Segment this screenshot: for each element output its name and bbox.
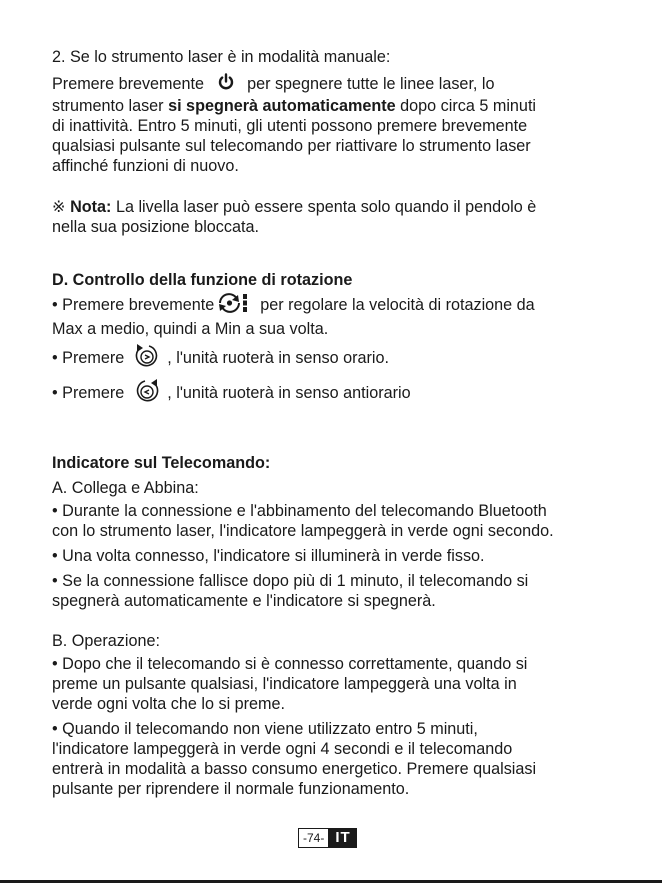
section-2-line-2 — [52, 96, 612, 116]
text: per spegnere tutte le linee laser, lo — [247, 74, 495, 93]
language-badge: IT — [329, 828, 356, 848]
section-a-line-3: • Una volta connesso, l'indicatore si illuminerà in verde fisso. — [52, 547, 485, 565]
section-d-line-1 — [52, 292, 612, 319]
rotate-counterclockwise-icon — [133, 378, 161, 409]
text: , l'unità ruoterà in senso antiorario — [167, 383, 411, 402]
text: La livella laser può essere spenta solo quando il pendolo è — [111, 198, 537, 216]
reference-mark: ※ — [52, 198, 66, 216]
text: per regolare la velocità di rotazione da — [260, 295, 535, 314]
section-b-line-6: entrerà in modalità a basso consumo energetico. Premere qualsiasi — [52, 760, 537, 778]
section-d-line-4 — [52, 378, 612, 409]
note-line-1 — [52, 197, 612, 217]
text: • Premere — [52, 348, 125, 367]
section-2-line-5: affinché funzioni di nuovo. — [52, 157, 239, 175]
bold-text: si spegnerà automaticamente — [168, 97, 396, 115]
section-b-line-2: preme un pulsante qualsiasi, l'indicatore lampeggerà una volta in — [52, 675, 517, 693]
text: dopo circa 5 minuti — [395, 97, 537, 115]
text: , l'unità ruoterà in senso orario. — [167, 348, 389, 367]
rotate-clockwise-icon — [133, 343, 161, 374]
section-d-line-3 — [52, 343, 612, 374]
rotation-speed-icon — [216, 292, 252, 319]
section-a-line-4: • Se la connessione fallisce dopo più di 1 minuto, il telecomando si — [52, 572, 529, 590]
page-number: -74- — [298, 828, 329, 848]
section-2-line-3: di inattività. Entro 5 minuti, gli utenti possono premere brevemente — [52, 117, 528, 135]
section-b-heading: B. Operazione: — [52, 632, 160, 650]
page-footer — [298, 828, 357, 848]
section-b-line-4: • Quando il telecomando non viene utilizzato entro 5 minuti, — [52, 720, 478, 738]
section-b-line-1: • Dopo che il telecomando si è connesso correttamente, quando si — [52, 655, 528, 673]
section-d-heading: D. Controllo della funzione di rotazione — [52, 271, 353, 289]
note-label: Nota: — [70, 198, 112, 216]
section-a-line-2: con lo strumento laser, l'indicatore lampeggerà in verde ogni secondo. — [52, 522, 554, 540]
text: • Premere brevemente — [52, 295, 215, 314]
section-d-line-2: Max a medio, quindi a Min a sua volta. — [52, 320, 329, 338]
section-a-line-5: spegnerà automaticamente e l'indicatore si spegnerà. — [52, 592, 436, 610]
section-b-line-7: pulsante per riprendere il normale funzionamento. — [52, 780, 410, 798]
note-line-2: nella sua posizione bloccata. — [52, 218, 259, 236]
text: Premere brevemente — [52, 74, 205, 93]
section-a-heading: A. Collega e Abbina: — [52, 479, 199, 497]
section-2-heading: 2. Se lo strumento laser è in modalità manuale: — [52, 48, 391, 66]
section-2-line-4: qualsiasi pulsante sul telecomando per riattivare lo strumento laser — [52, 137, 531, 155]
text: strumento laser — [52, 97, 169, 115]
indicator-heading: Indicatore sul Telecomando: — [52, 454, 271, 472]
section-2-line-1 — [52, 73, 612, 96]
power-icon — [217, 73, 235, 96]
section-b-line-5: l'indicatore lampeggerà in verde ogni 4 secondi e il telecomando — [52, 740, 513, 758]
section-b-line-3: verde ogni volta che lo si preme. — [52, 695, 286, 713]
text: • Premere — [52, 383, 125, 402]
section-a-line-1: • Durante la connessione e l'abbinamento del telecomando Bluetooth — [52, 502, 547, 520]
manual-page — [52, 47, 612, 799]
